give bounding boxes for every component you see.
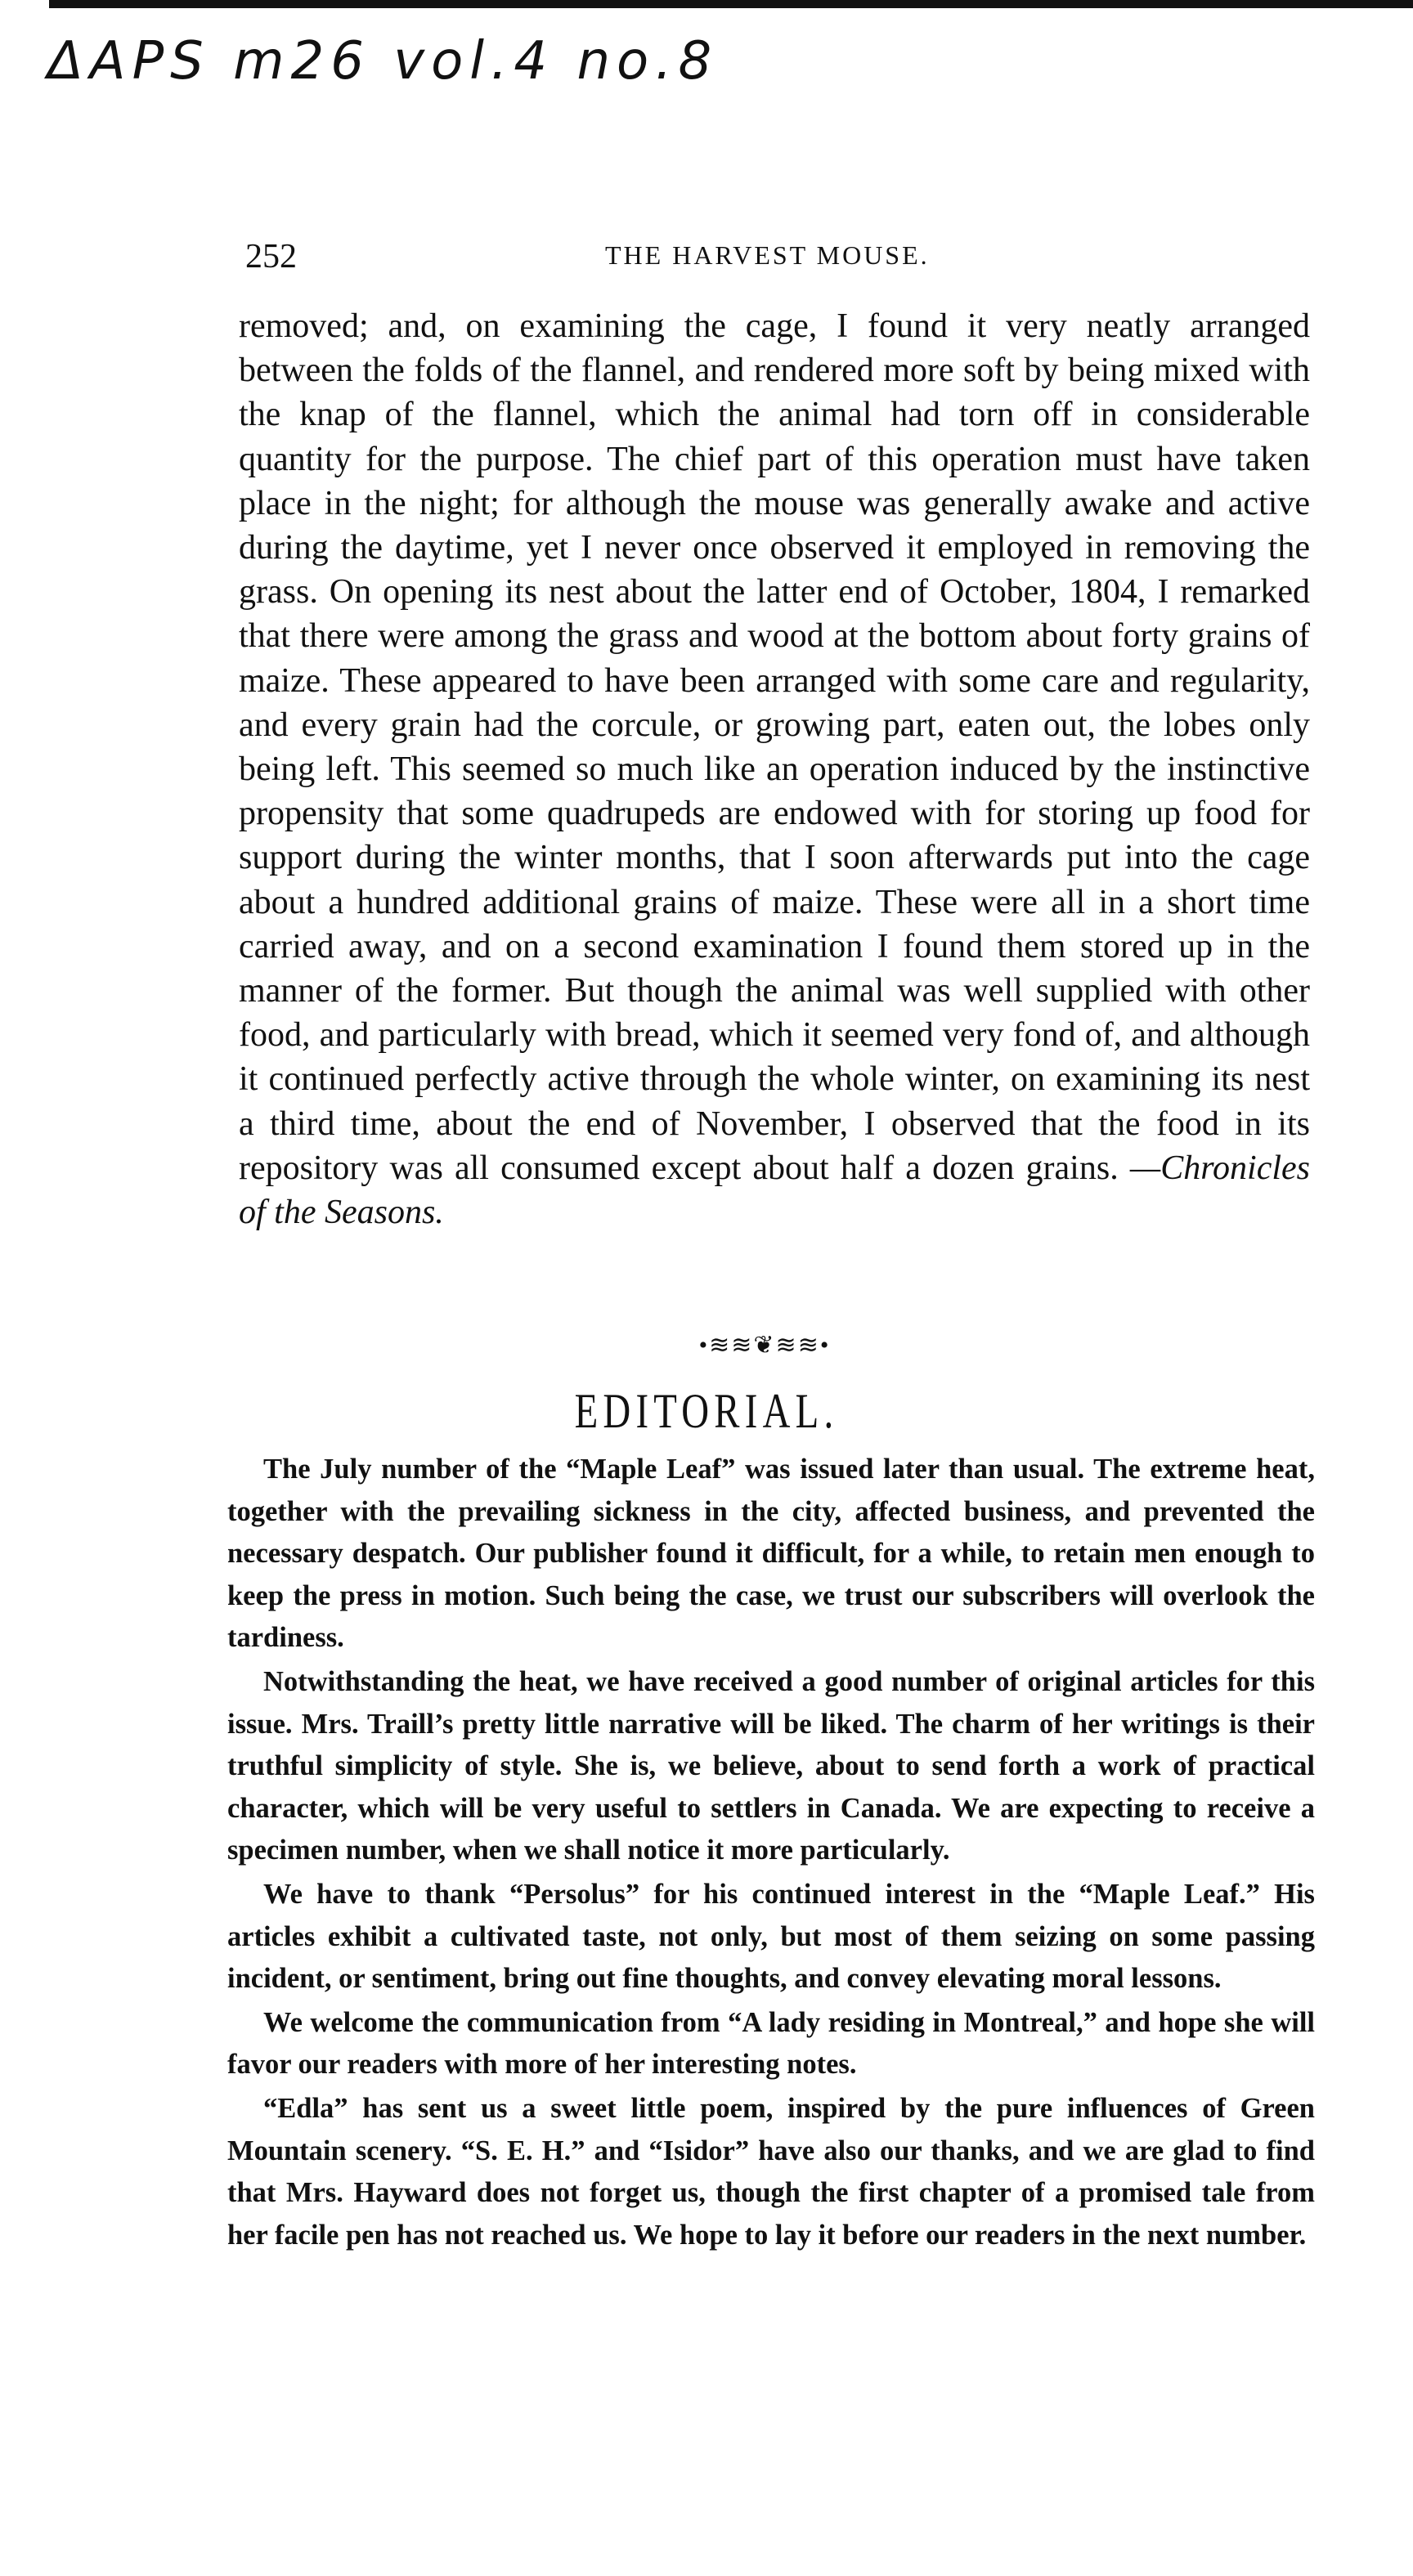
editorial-heading: EDITORIAL. [574, 1384, 839, 1438]
editorial-paragraph: We welcome the communication from “A lady residing in Montreal,” and hope she will favor our readers with more of her interesting notes. [227, 2006, 1315, 2081]
running-title: THE HARVEST MOUSE. [605, 240, 930, 270]
top-border-rule [49, 0, 1413, 8]
editorial-paragraph: “Edla” has sent us a sweet little poem, inspired by the pure influences of Green Mountain scenery. “S. E. H.” and “Isidor” have also our thanks, and we are glad to find that Mrs. Hayward does not forget us, though the first chapter of a promised tale from her facile pen has not reached us. We hope to lay it before our readers in the next number. [227, 2092, 1315, 2251]
editorial-paragraph: We have to thank “Persolus” for his continued interest in the “Maple Leaf.” His articles exhibit a cultivated taste, not only, but most of them seizing on some passing incident, or sentiment, bring out fine thoughts, and convey elevating moral lessons. [227, 1878, 1315, 1995]
article-source-citation: —Chronicles of the Seasons. [239, 1149, 1310, 1232]
editorial-section [227, 1449, 1315, 2258]
editorial-paragraph: The July number of the “Maple Leaf” was issued later than usual. The extreme heat, together with the prevailing sickness in the city, affected business, and prevented the necessary despatch. Our publisher found it difficult, for a while, to retain men enough to keep the press in motion. Such being the case, we trust our subscribers will overlook the tardiness. [227, 1454, 1315, 1654]
editorial-paragraph: Notwithstanding the heat, we have received a good number of original articles for this issue. Mrs. Traill’s pretty little narrative will be liked. The charm of her writings is their truthful simplicity of style. She is, we believe, about to send forth a work of practical character, which will be very useful to settlers in Canada. We are expecting to receive a specimen number, when we shall notice it more particularly. [227, 1665, 1315, 1866]
page-number: 252 [245, 238, 297, 276]
article-body: removed; and, on examining the cage, I found it very neatly arranged between the folds of the flannel, and rendered more soft by being mixed with the knap of the flannel, which the animal had torn off in considerable quantity for the purpose. The chief part of this operation must have taken place in the night; for although the mouse was generally awake and active during the daytime, yet I never once observed it employed in removing the grass. On opening its nest about the latter end of October, 1804, I remarked that there were among the grass and wood at the bottom about forty grains of maize. These appeared to have been arranged with some care and regularity, and every grain had the corcule, or growing part, eaten out, the lobes only being left. This seemed so much like an operation induced by the instinctive propensity that some quadrupeds are endowed with for storing up food for support during the winter months, that I soon afterwards put into the cage about a hundred additional grains of maize. These were all in a short time carried away, and on a second examination I found them stored up in the manner of the former. But though the animal was well supplied with other food, and particularly with bread, which it seemed very fond of, and although it continued perfectly active through the whole winter, on examining its nest a third time, about the end of November, I observed that the food in its repository was all consumed except about half a dozen grains. [239, 307, 1310, 1187]
ornament-divider: •≋≋❦≋≋• [698, 1332, 831, 1359]
harvest-mouse-article [239, 304, 1310, 1234]
page-header [245, 237, 1300, 278]
handwritten-catalog-note: ΔAPS m26 vol.4 no.8 [47, 31, 719, 92]
